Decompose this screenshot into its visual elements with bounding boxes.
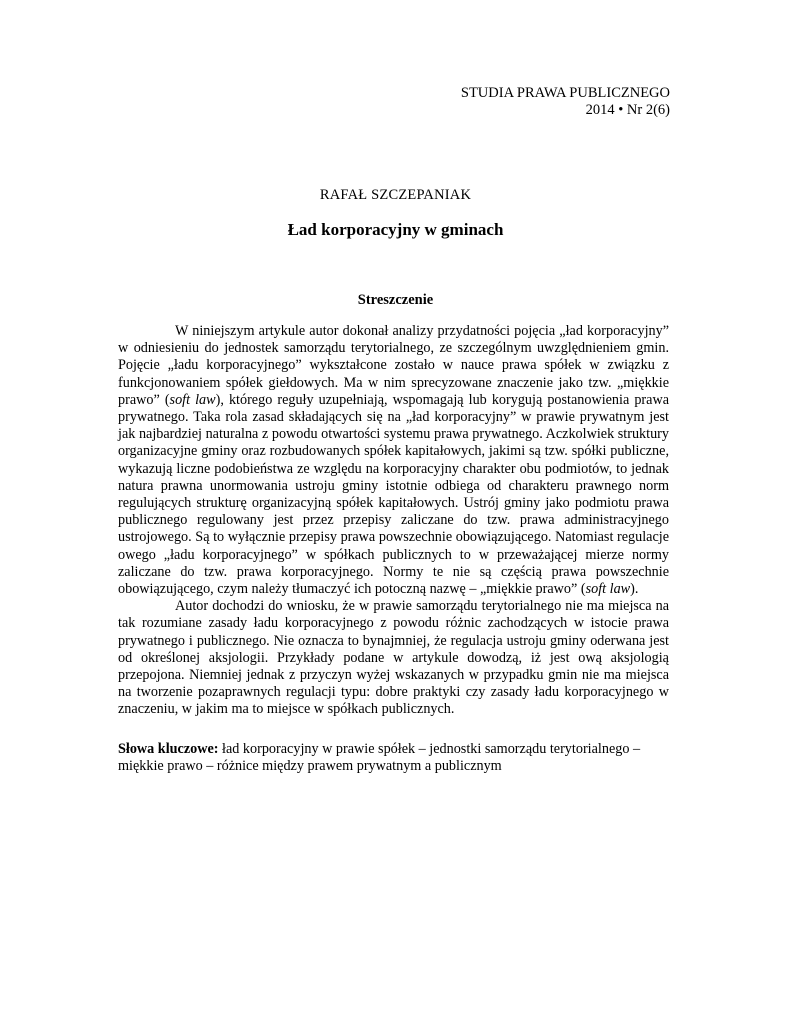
abstract-paragraph-1 <box>118 323 669 598</box>
article-title: Ład korporacyjny w gminach <box>287 220 504 239</box>
keywords-block <box>118 741 669 775</box>
abstract-body <box>118 323 669 719</box>
journal-name: STUDIA PRAWA PUBLICZNEGO <box>460 85 670 101</box>
abstract-p1-soft-law-1: soft law <box>169 391 216 408</box>
abstract-p1-text-b: ), którego reguły uzupełniają, wspomagają lub korygują postanowienia prawa prywatnego. Taka rola zasad składających się na „ład korporacyjny” w prawie prywatnym jest jak najbardziej naturalna z powodu otwartości systemu prawa prywatnego. Aczkolwiek struktury organizacyjne gminy oraz rozbudowanych spółek kapitałowych, jakimi są tzw. spółki publiczne, wykazują liczne podobieństwa ze względu na korporacyjny charakter obu podmiotów, to jednak natura prawna unormowania ustroju gminy istotnie odbiega od charakteru prawnego norm regulujących strukturę organizacyjną spółek kapitałowych. Ustrój gminy jako podmiotu prawa publicznego regulowany jest przez przepisy zaliczane do tzw. prawa administracyjnego ustrojowego. Są to wyłącznie przepisy prawa powszechnie obowiązującego. Natomiast regulacje owego „ładu korporacyjnego” w spółkach publicznych to w przeważającej mierze normy zaliczane do tzw. prawa korporacyjnego. Normy te nie są częścią prawa powszechnie obowiązującego, czym należy tłumaczyć ich potoczną nazwę – „miękkie prawo” ( <box>118 391 669 598</box>
abstract-p1-text-a: W niniejszym artykule autor dokonał analizy przydatności pojęcia „ład korporacyjny” w odniesieniu do jednostek samorządu terytorialnego, ze szczególnym uwzględnieniem gmin. Pojęcie „ładu korporacyjnego” wykształcone zostało w nauce prawa spółek w związku z funkcjonowaniem spółek giełdowych. Ma w nim sprecyzowane znaczenie jako tzw. „miękkie prawo” ( <box>118 323 669 408</box>
abstract-paragraph-2: Autor dochodzi do wniosku, że w prawie samorządu terytorialnego nie ma miejsca na tak rozumiane zasady ładu korporacyjnego z powodu różnic zachodzących w istocie prawa prywatnego i publicznego. Nie oznacza to bynajmniej, że regulacja ustroju gminy oderwana jest od określonej aksjologii. Przykłady podane w artykule dowodzą, iż jest ową aksjologią przepojona. Niemniej jednak z przyczyn wyżej wskazanych w przypadku gmin nie ma miejsca na tworzenie pozaprawnych regulacji typu: dobre praktyki czy zasady ładu korporacyjnego w znaczeniu, w jakim ma to miejsce w spółkach publicznych. <box>118 598 669 718</box>
journal-header <box>461 85 670 119</box>
keywords-text: ład korporacyjny w prawie spółek – jednostki samorządu terytorialnego – miękkie prawo – różnice między prawem prywatnym a publicznym <box>118 741 641 775</box>
abstract-heading: Streszczenie <box>357 292 434 308</box>
abstract-p1-text-c: ). <box>630 581 639 598</box>
keywords-label: Słowa kluczowe: <box>118 741 219 757</box>
journal-issue: 2014 • Nr 2(6) <box>585 102 670 118</box>
abstract-p1-soft-law-2: soft law <box>585 581 631 598</box>
article-author: RAFAŁ SZCZEPANIAK <box>319 187 472 203</box>
